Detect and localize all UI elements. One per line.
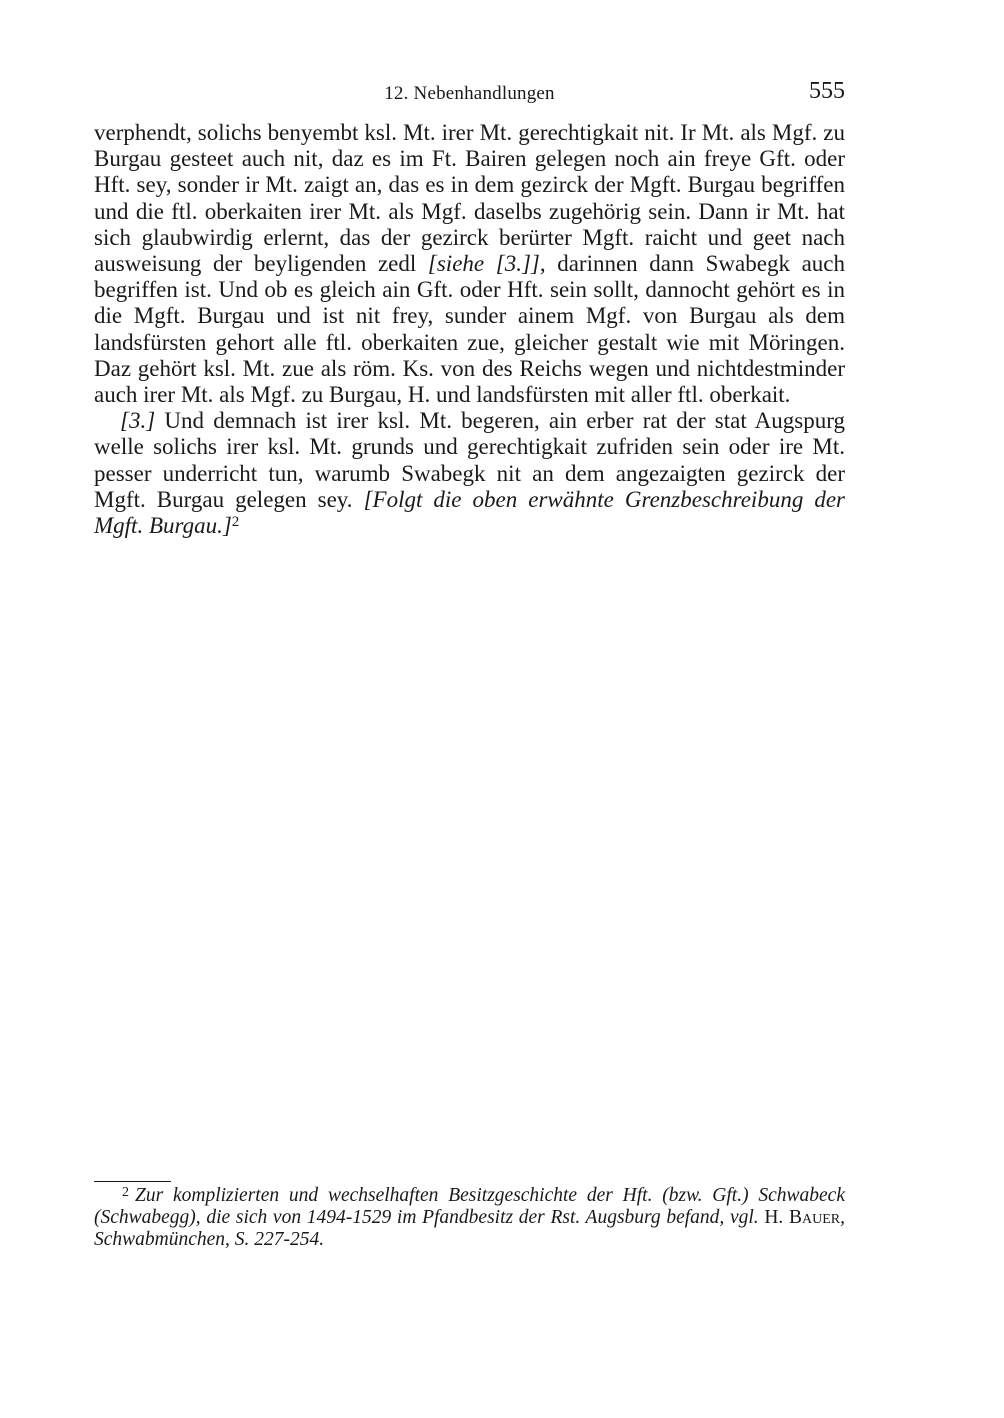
footnote-reference: 2	[231, 514, 240, 531]
main-text	[94, 120, 845, 539]
author-initial: H.	[758, 1207, 789, 1228]
paragraph	[94, 408, 845, 539]
running-title: 12. Nebenhandlungen	[384, 83, 555, 104]
editorial-note: [Folgt die oben erwähnte Grenzbeschreibung der Mgft. Burgau.]	[94, 486, 845, 539]
paragraph-text: Und demnach ist irer ksl. Mt. begeren, ain erber rat der stat Augspurg welle solichs irer ksl. Mt. grunds und gerechtigkait zufriden sein oder ire Mt. pesser underricht tun, warumb Swabegk nit an dem angezaigten gezirck der Mgft. Burgau gelegen sey.	[94, 408, 845, 512]
footnote	[94, 1185, 845, 1251]
page-number: 555	[809, 78, 845, 104]
editorial-reference: [siehe [3.]]	[427, 251, 540, 277]
paragraph-text: verphendt, solichs benyembt ksl. Mt. irer Mt. gerechtigkait nit. Ir Mt. als Mgf. zu Burgau gesteet auch nit, daz es im Ft. Bairen gelegen noch ain freye Gft. oder Hft. sey, sonder ir Mt. zaigt an, das es in dem gezirck der Mgft. Burgau begriffen und die ftl. oberkaiten irer Mt. als Mgf. daselbs zugehörig sein. Dann ir Mt. hat sich glaubwirdig erlernt, das der gezirck berürter Mgft. raicht und geet nach ausweisung der beyligenden zedl	[94, 120, 845, 277]
paragraph	[94, 120, 845, 408]
section-marker: [3.]	[120, 408, 156, 434]
footnote-citation: , Schwabmünchen, S. 227-254.	[94, 1207, 845, 1250]
footnote-text: Zur komplizierten und wechselhaften Besitzgeschichte der Hft. (bzw. Gft.) Schwabeck (Schwabegg), die sich von 1494-1529 im Pfandbesitz der Rst. Augsburg befand, vgl.	[94, 1185, 845, 1228]
paragraph-text: , darinnen dann Swabegk auch begriffen ist. Und ob es gleich ain Gft. oder Hft. sein sollt, dannocht gehört es in die Mgft. Burgau und ist nit frey, sunder ainem Mgf. von Burgau als dem landsfürsten gehort alle ftl. oberkaiten zue, gleicher gestalt wie mit Möringen. Daz gehört ksl. Mt. zue als röm. Ks. von des Reichs wegen und nichtdestminder auch irer Mt. als Mgf. zu Burgau, H. und landsfürsten mit aller ftl. oberkait.	[94, 251, 845, 408]
running-head	[94, 80, 845, 108]
author-surname: Bauer	[788, 1207, 841, 1228]
footnote-divider	[94, 1181, 171, 1182]
footnote-number: 2	[122, 1185, 129, 1200]
